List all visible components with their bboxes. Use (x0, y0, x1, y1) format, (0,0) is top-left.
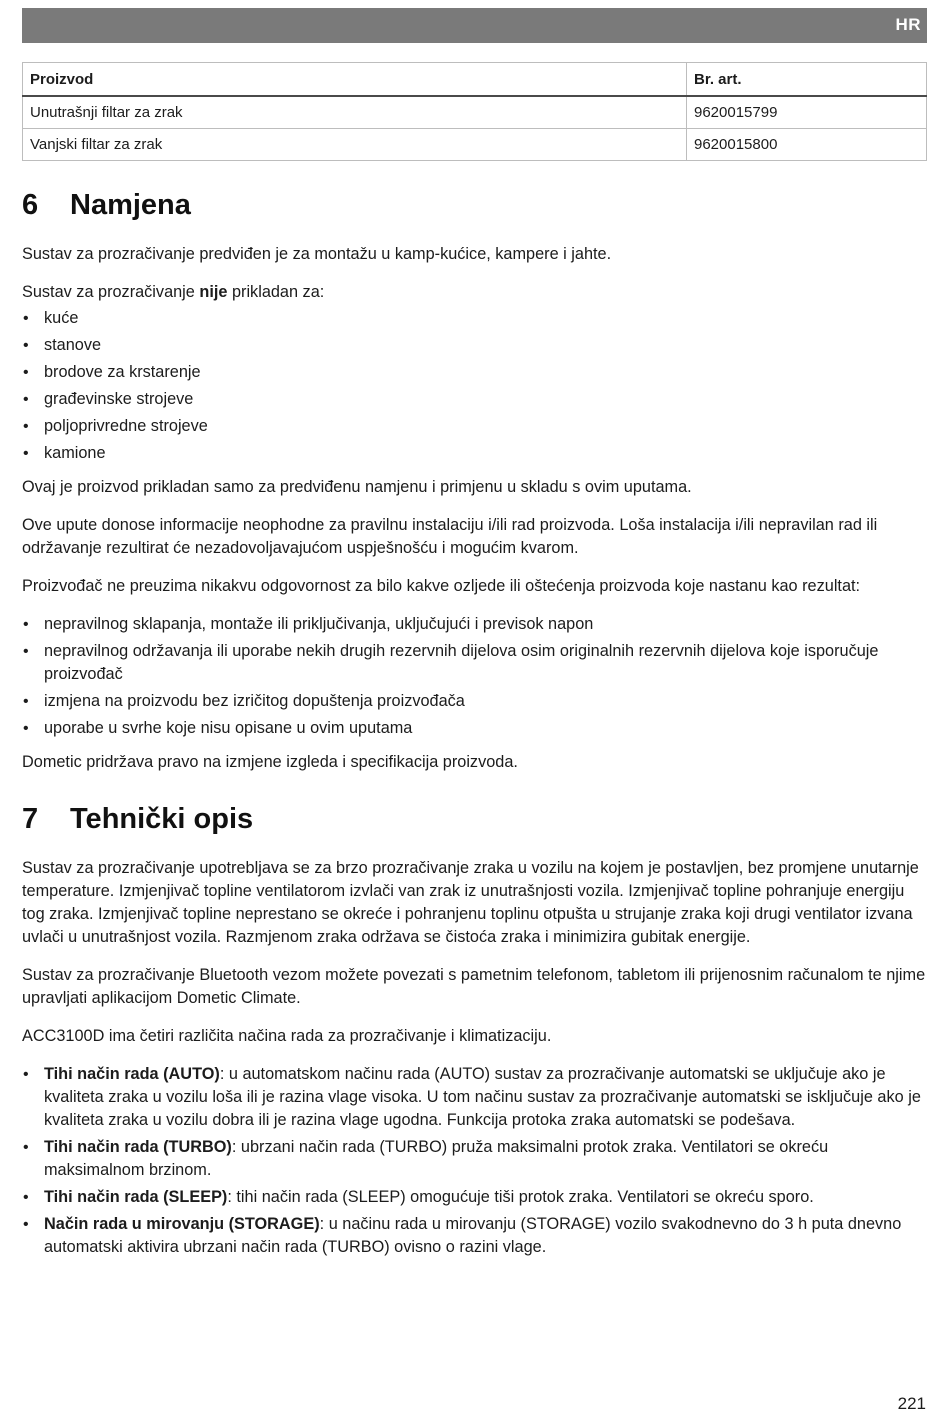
product-name: Vanjski filtar za zrak (23, 129, 687, 161)
list-item (22, 1063, 927, 1132)
page-content (22, 182, 927, 1263)
section-6-heading (22, 182, 927, 228)
mode-label: Tihi način rada (TURBO) (44, 1138, 232, 1156)
list-item: • kuće (22, 307, 927, 330)
paragraph: Proizvođač ne preuzima nikakvu odgovornost za bilo kakve ozljede ili oštećenja proizvoda koje nastanu kao rezultat: (22, 577, 861, 595)
list-item: • stanove (22, 334, 927, 357)
list-item: • uporabe u svrhe koje nisu opisane u ovim uputama (22, 717, 927, 740)
parts-table (22, 62, 927, 161)
article-number: 9620015799 (687, 96, 927, 129)
table-header-row (23, 63, 927, 97)
emphasis: nije (199, 283, 228, 301)
text: prikladan za: (227, 283, 325, 301)
section-number: 6 (22, 189, 39, 221)
header-article-number: Br. art. (687, 63, 927, 97)
text: Sustav za prozračivanje (22, 283, 200, 301)
list-item: • nepravilnog održavanja ili uporabe nekih drugih rezervnih dijelova osim originalnih rezervnih dijelova koje isporučuje proizvođač (22, 640, 927, 686)
mode-label: Tihi način rada (SLEEP) (44, 1188, 228, 1206)
paragraph-not-suitable-intro (22, 281, 927, 304)
mode-label: Tihi način rada (AUTO) (44, 1065, 220, 1083)
section-7-heading (22, 796, 927, 842)
mode-description: : ubrzani način rada (TURBO) pruža maksimalni protok zraka. Ventilatori se okreću maksimalnom brzinom. (44, 1138, 829, 1179)
list-item: • poljoprivredne strojeve (22, 415, 927, 438)
not-suitable-list (22, 307, 927, 465)
mode-description: : u načinu rada u mirovanju (STORAGE) vozilo svakodnevno do 3 h puta dnevno automatski aktivira ubrzani način rada (TURBO) ovisno o razini vlage. (44, 1215, 902, 1256)
mode-description: : u automatskom načinu rada (AUTO) sustav za prozračivanje automatski se uključuje ako je kvaliteta zraka u vozilu loša ili je razina vlage visoka. U tom načinu sustav za prozračivanje automatski se isključuje ako je kvaliteta zraka u vozilu dobra ili je razina vlage ugodna. Funkcija protoka zraka automatski se podešava. (44, 1065, 921, 1129)
section-title: Tehnički opis (70, 803, 254, 835)
list-item (22, 1213, 927, 1259)
language-label: HR (895, 15, 921, 34)
list-item (22, 1186, 927, 1209)
header-product: Proizvod (23, 63, 687, 97)
table-row (23, 96, 927, 129)
list-item: • kamione (22, 442, 927, 465)
list-item: • brodove za krstarenje (22, 361, 927, 384)
article-number: 9620015800 (687, 129, 927, 161)
paragraph: Sustav za prozračivanje Bluetooth vezom možete povezati s pametnim telefonom, tabletom ili prijenosnim računalom te njime upravljati aplikacijom Dometic Climate. (22, 966, 926, 1007)
section-title: Namjena (70, 189, 191, 221)
language-header-bar (22, 8, 927, 43)
page-number: 221 (897, 1394, 926, 1413)
list-item: • građevinske strojeve (22, 388, 927, 411)
paragraph: Dometic pridržava pravo na izmjene izgleda i specifikacija proizvoda. (22, 753, 518, 771)
operating-modes-list (22, 1063, 927, 1259)
paragraph: ACC3100D ima četiri različita načina rada za prozračivanje i klimatizaciju. (22, 1027, 552, 1045)
mode-description: : tihi način rada (SLEEP) omogućuje tiši protok zraka. Ventilatori se okreću sporo. (227, 1188, 814, 1206)
paragraph: Sustav za prozračivanje predviđen je za montažu u kamp-kućice, kampere i jahte. (22, 245, 612, 263)
mode-label: Način rada u mirovanju (STORAGE) (44, 1215, 320, 1233)
list-item: • izmjena na proizvodu bez izričitog dopuštenja proizvođača (22, 690, 927, 713)
list-item: • nepravilnog sklapanja, montaže ili priključivanja, uključujući i previsok napon (22, 613, 927, 636)
liability-list (22, 613, 927, 740)
paragraph: Ove upute donose informacije neophodne za pravilnu instalaciju i/ili rad proizvoda. Loša instalacija i/ili nepravilan rad ili održavanje rezultirat će nezadovoljavajućom uspješnošću i mogućim kvarom. (22, 516, 878, 557)
paragraph: Ovaj je proizvod prikladan samo za predviđenu namjenu i primjenu u skladu s ovim uputama. (22, 478, 692, 496)
paragraph: Sustav za prozračivanje upotrebljava se za brzo prozračivanje zraka u vozilu na kojem je postavljen, bez promjene unutarnje temperature. Izmjenjivač topline ventilatorom izvlači van zrak iz unutrašnjosti vozila. Izmjenjivač topline pohranjuje energiju tog zraka. Izmjenjivač topline neprestano se okreće i pohranjenu toplinu otpušta u strujanje zraka koji drugi ventilator izvana uvlači u unutrašnjost vozila. Razmjenom zraka održava se čistoća zraka i minimizira gubitak energije. (22, 859, 919, 946)
section-number: 7 (22, 803, 39, 835)
table-row (23, 129, 927, 161)
product-name: Unutrašnji filtar za zrak (23, 96, 687, 129)
list-item (22, 1136, 927, 1182)
